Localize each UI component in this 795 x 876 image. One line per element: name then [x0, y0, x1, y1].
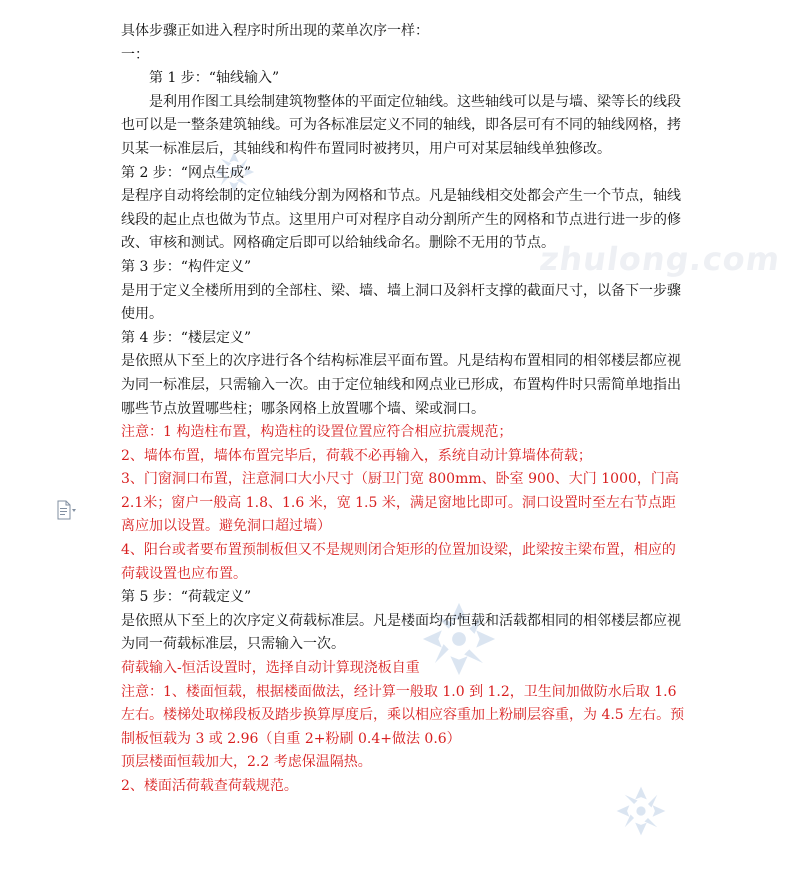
step-4-heading: 第 4 步：“楼层定义” [121, 329, 252, 346]
section-one-label: 一： [121, 46, 149, 63]
step-2-description: 是程序自动将绘制的定位轴线分割为网格和节点。凡是轴线相交处都会产生一个节点，轴线线段的起止点也做为节点。这里用户可对程序自动分割所产生的网格和节点进行进一步的修改、审核和测试。网格确定后即可以给轴线命名。删除不无用的节点。 [121, 188, 681, 252]
note-3: 3、门窗洞口布置，注意洞口大小尺寸（厨卫门宽 800mm、卧室 900、大门 1000，门高 2.1米；窗户一般高 1.8、1.6 米，宽 1.5 米，满足窗地比即可。洞口设置时至左右节点距离应加以设置。避免洞口超过墙） [121, 471, 679, 535]
intro-line: 具体步骤正如进入程序时所出现的菜单次序一样： [121, 23, 429, 39]
note-4: 4、阳台或者要布置预制板但又不是规则闭合矩形的位置加设梁，此梁按主梁布置，相应的荷载设置也应布置。 [121, 542, 676, 582]
document-icon[interactable] [56, 500, 78, 520]
step-3-description: 是用于定义全楼所用到的全部柱、梁、墙、墙上洞口及斜杆支撑的截面尺寸，以备下一步骤使用。 [121, 282, 681, 323]
step-5-description: 是依照从下至上的次序定义荷载标准层。凡是楼面均布恒载和活载都相同的相邻楼层都应视为同一荷载标准层，只需输入一次。 [121, 612, 681, 653]
watermark-text: zhulong.com [537, 240, 783, 278]
step-1-description: 是利用作图工具绘制建筑物整体的平面定位轴线。这些轴线可以是与墙、梁等长的线段也可以是一整条建筑轴线。可为各标准层定义不同的轴线，即各层可有不同的轴线网格，拷贝某一标准层后，其轴线和构件布置同时被拷贝，用户可对某层轴线单独修改。 [121, 93, 681, 157]
step-3-heading: 第 3 步：“构件定义” [121, 258, 252, 275]
note-1: 注意：1 构造柱布置，构造柱的设置位置应符合相应抗震规范； [121, 424, 513, 441]
load-setting-note: 荷载输入-恒活设置时，选择自动计算现浇板自重 [121, 660, 420, 677]
note-2: 2、墙体布置，墙体布置完毕后，荷载不必再输入，系统自动计算墙体荷载； [121, 447, 592, 464]
step-2-heading: 第 2 步：“网点生成” [121, 164, 252, 181]
document-body [121, 20, 685, 799]
load-note-1: 注意：1、楼面恒载，根据楼面做法，经计算一般取 1.0 到 1.2，卫生间加做防水后取 1.6左右。楼梯处取梯段板及踏步换算厚度后，乘以相应容重加上粉刷层容重，为 4.5 左右。预制板恒载为 3 或 2.96（自重 2+粉刷 0.4+做法 0.6） [121, 683, 685, 747]
step-4-description: 是依照从下至上的次序进行各个结构标准层平面布置。凡是结构布置相同的相邻楼层都应视为同一标准层，只需输入一次。由于定位轴线和网点业已形成，布置构件时只需简单地指出哪些节点放置哪些柱；哪条网格上放置哪个墙、梁或洞口。 [121, 353, 681, 417]
load-note-3: 2、楼面活荷载查荷载规范。 [121, 778, 298, 794]
step-1-heading: 第 1 步：“轴线输入” [149, 70, 280, 87]
load-note-2: 顶层楼面恒载加大，2.2 考虑保温隔热。 [121, 754, 372, 771]
step-5-heading: 第 5 步：“荷载定义” [121, 589, 252, 606]
